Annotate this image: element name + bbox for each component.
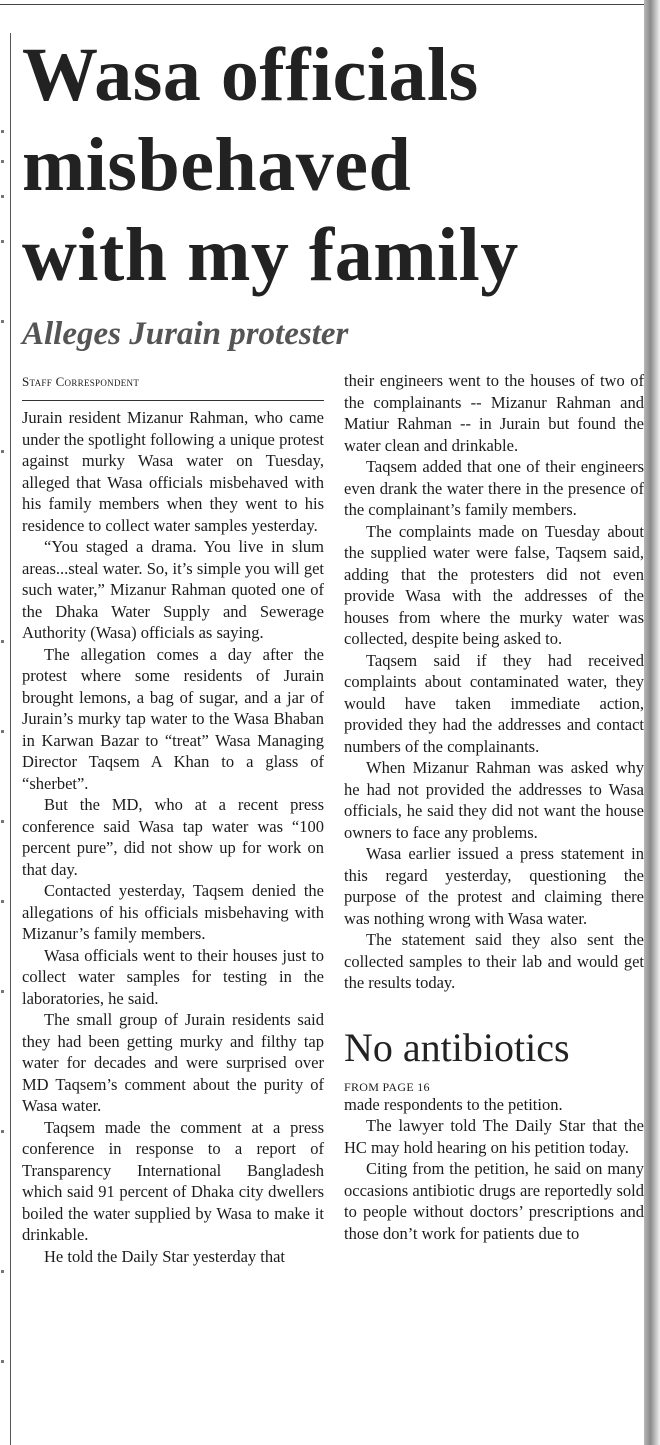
paragraph: He told the Daily Star yesterday that — [44, 1246, 286, 1266]
paragraph: Citing from the petition, he said on many occasions antibiotic drugs are reportedly sold to people without doctors’ prescriptions and those don’t work for patients due to — [344, 1159, 644, 1243]
headline-line: with my family — [22, 213, 519, 297]
paragraph: made respondents to the petition. — [344, 1094, 563, 1114]
paragraph: The lawyer told The Daily Star that the HC may hold hearing on his petition today. — [344, 1116, 644, 1157]
paragraph: Taqsem said if they had received complaints about contaminated water, they would have taken immediate action, provided they had the addresses and contact numbers of the complainants. — [344, 650, 644, 756]
top-rule — [0, 4, 644, 5]
paragraph: The complaints made on Tuesday about the supplied water were false, Taqsem said, adding that the protesters did not even provide Wasa with the addresses of the houses from where the murky water was collected, despite being asked to. — [344, 521, 644, 648]
adjacent-column-fragments — [0, 120, 8, 1420]
page-gutter-shadow — [644, 0, 660, 1445]
continuation-label: FROM PAGE 16 — [344, 1079, 430, 1094]
paragraph: The allegation comes a day after the protest where some residents of Jurain brought lemons, a bag of sugar, and a jar of Jurain’s murky tap water to the Wasa Bhaban in Karwan Bazar to “treat” Wasa Managing Director Taqsem A Khan to a glass of “sherbet”. — [22, 644, 324, 793]
paragraph: The statement said they also sent the collected samples to their lab and would get the results today. — [344, 930, 644, 992]
paragraph: Taqsem made the comment at a press conference in response to a report of Transparency International Bangladesh which said 91 percent of Dhaka city dwellers boiled the water supplied by Wasa to make it drinkable. — [22, 1117, 324, 1244]
paragraph: Taqsem added that one of their engineers even drank the water there in the presence of the complainant’s family members. — [344, 457, 644, 519]
headline — [22, 30, 642, 300]
paragraph: “You staged a drama. You live in slum areas...steal water. So, it’s simple you will get such water,” Mizanur Rahman quoted one of the Dhaka Water Supply and Sewerage Authority (Wasa) officials as saying. — [22, 537, 324, 642]
article-column-1 — [22, 370, 324, 1267]
paragraph: But the MD, who at a recent press conference said Wasa tap water was “100 percent pure”, did not show up for work on that day. — [22, 795, 324, 879]
paragraph: Wasa earlier issued a press statement in this regard yesterday, questioning the purpose of the protest and claiming there was nothing wrong with Wasa water. — [344, 844, 644, 928]
column-divider-left — [10, 33, 11, 1445]
paragraph: Contacted yesterday, Taqsem denied the allegations of his officials misbehaving with Mizanur’s family members. — [22, 881, 324, 943]
second-article-headline: No antibiotics — [344, 1024, 570, 1070]
headline-line: misbehaved — [22, 123, 412, 207]
byline-rule — [22, 400, 324, 401]
article-column-2 — [344, 370, 644, 1244]
paragraph: Wasa officials went to their houses just to collect water samples for testing in the laboratories, he said. — [22, 945, 324, 1008]
paragraph: The small group of Jurain residents said they had been getting murky and filthy tap water for decades and were surprised over MD Taqsem’s comment about the purity of Wasa water. — [22, 1010, 324, 1115]
paragraph: When Mizanur Rahman was asked why he had not provided the addresses to Wasa officials, he said they did not want the house owners to face any problems. — [344, 758, 644, 842]
subheadline: Alleges Jurain protester — [22, 316, 349, 352]
headline-line: Wasa officials — [22, 33, 479, 117]
paragraph: Jurain resident Mizanur Rahman, who came under the spotlight following a unique protest against murky Wasa water on Tuesday, alleged that Wasa officials misbehaved with his family members when they went to his residence to collect water samples yesterday. — [22, 408, 324, 535]
paragraph: their engineers went to the houses of two of the complainants -- Mizanur Rahman and Matiur Rahman -- in Jurain but found the water clean and drinkable. — [344, 371, 644, 455]
byline: Staff Correspondent — [22, 374, 140, 389]
